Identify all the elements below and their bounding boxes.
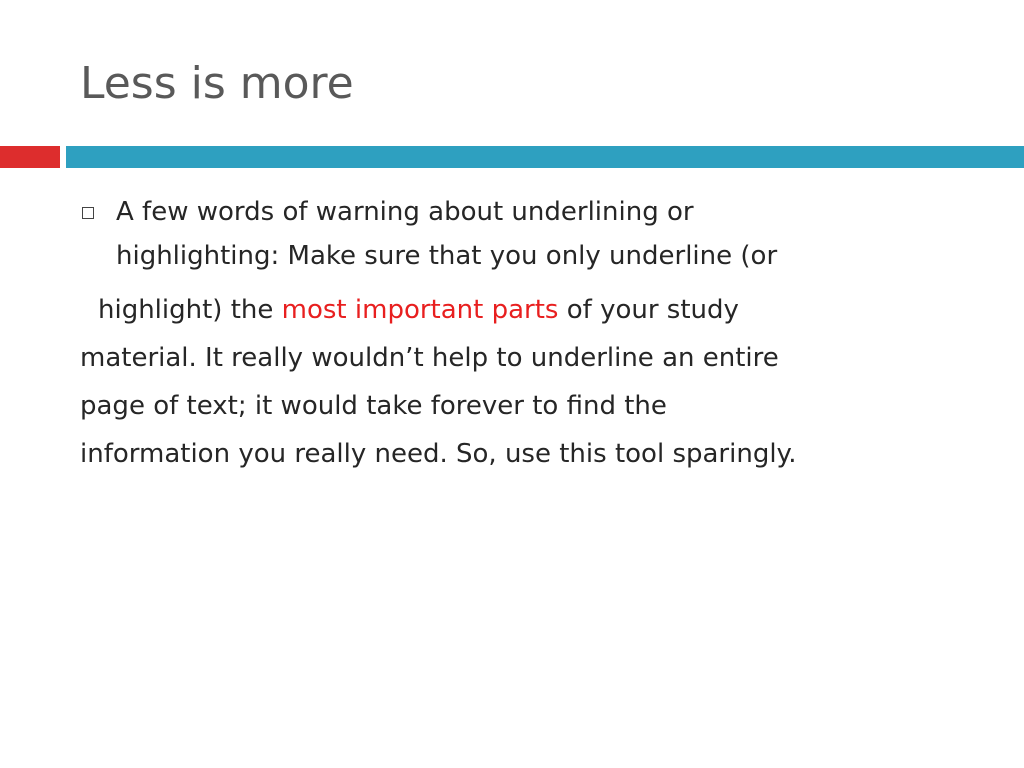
slide-body xyxy=(80,190,980,478)
bullet-line-1: A few words of warning about underlining or xyxy=(116,197,694,227)
paragraph-line-2: material. It really wouldn’t help to underline an entire xyxy=(80,343,779,373)
bullet-item xyxy=(80,190,980,278)
paragraph-line-1 xyxy=(80,286,980,334)
paragraph-line-4: information you really need. So, use this tool sparingly. xyxy=(80,439,797,469)
square-bullet-icon xyxy=(82,207,94,219)
paragraph-line-3: page of text; it would take forever to find the xyxy=(80,391,667,421)
emphasis-text: most important parts xyxy=(281,295,559,325)
body-paragraph xyxy=(80,286,980,478)
accent-bar-red xyxy=(0,146,60,168)
bullet-line-2: highlighting: Make sure that you only underline (or xyxy=(116,241,778,271)
paragraph-line-1-end: of your study xyxy=(558,295,739,325)
accent-bar-blue xyxy=(66,146,1024,168)
slide-title: Less is more xyxy=(80,58,354,109)
paragraph-line-1-start: highlight) the xyxy=(98,295,282,325)
